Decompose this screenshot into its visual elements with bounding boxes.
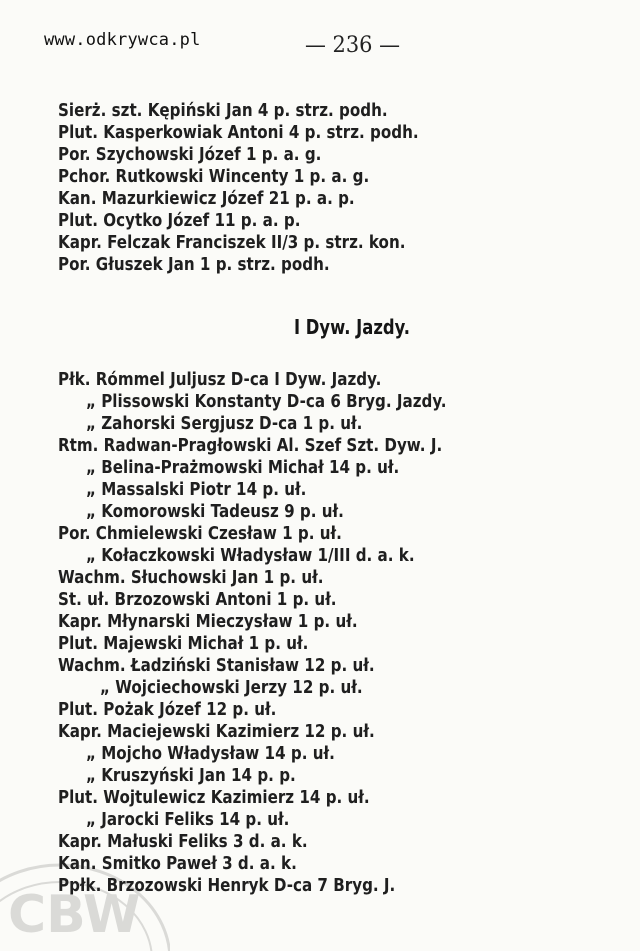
list-item: Kapr. Maciejewski Kazimierz 12 p. uł. bbox=[58, 722, 375, 742]
list-item: „ Belina-Prażmowski Michał 14 p. uł. bbox=[86, 458, 400, 478]
list-item: „ Zahorski Sergjusz D-ca 1 p. uł. bbox=[86, 414, 363, 434]
list-item: „ Kołaczkowski Władysław 1/III d. a. k. bbox=[86, 546, 415, 566]
list-item: „ Kruszyński Jan 14 p. p. bbox=[86, 766, 296, 786]
list-item: Plut. Kasperkowiak Antoni 4 p. strz. podh. bbox=[58, 123, 419, 143]
list-item: „ Mojcho Władysław 14 p. uł. bbox=[86, 744, 335, 764]
list-item: Sierż. szt. Kępiński Jan 4 p. strz. podh. bbox=[58, 101, 388, 121]
list-item: Wachm. Ładziński Stanisław 12 p. uł. bbox=[58, 656, 375, 676]
list-item: Por. Głuszek Jan 1 p. strz. podh. bbox=[58, 255, 330, 275]
page-number: — 236 — bbox=[305, 33, 400, 58]
list-item: „ Wojciechowski Jerzy 12 p. uł. bbox=[100, 678, 363, 698]
list-item: „ Plissowski Konstanty D-ca 6 Bryg. Jazdy. bbox=[86, 392, 447, 412]
list-item: Plut. Wojtulewicz Kazimierz 14 p. uł. bbox=[58, 788, 370, 808]
list-item: Pchor. Rutkowski Wincenty 1 p. a. g. bbox=[58, 167, 370, 187]
list-item: „ Massalski Piotr 14 p. uł. bbox=[86, 480, 307, 500]
list-item: Plut. Pożak Józef 12 p. uł. bbox=[58, 700, 277, 720]
list-item: Plut. Ocytko Józef 11 p. a. p. bbox=[58, 211, 301, 231]
list-item: Wachm. Słuchowski Jan 1 p. uł. bbox=[58, 568, 324, 588]
list-item: „ Komorowski Tadeusz 9 p. uł. bbox=[86, 502, 344, 522]
list-item: Płk. Rómmel Juljusz D-ca I Dyw. Jazdy. bbox=[58, 370, 382, 390]
list-item: Kan. Smitko Paweł 3 d. a. k. bbox=[58, 854, 297, 874]
list-item: Rtm. Radwan-Pragłowski Al. Szef Szt. Dyw. J. bbox=[58, 436, 443, 456]
list-item: Kapr. Felczak Franciszek II/3 p. strz. kon. bbox=[58, 233, 406, 253]
list-item: St. uł. Brzozowski Antoni 1 p. uł. bbox=[58, 590, 337, 610]
section-heading: I Dyw. Jazdy. bbox=[294, 315, 411, 339]
list-item: Por. Chmielewski Czesław 1 p. uł. bbox=[58, 524, 342, 544]
list-item: „ Jarocki Feliks 14 p. uł. bbox=[86, 810, 290, 830]
list-item: Kapr. Małuski Feliks 3 d. a. k. bbox=[58, 832, 308, 852]
site-watermark: www.odkrywca.pl bbox=[44, 30, 201, 50]
list-item: Por. Szychowski Józef 1 p. a. g. bbox=[58, 145, 322, 165]
list-item: Kapr. Młynarski Mieczysław 1 p. uł. bbox=[58, 612, 358, 632]
stamp-text: CBW bbox=[8, 885, 141, 945]
list-item: Ppłk. Brzozowski Henryk D-ca 7 Bryg. J. bbox=[58, 876, 396, 896]
list-item: Kan. Mazurkiewicz Józef 21 p. a. p. bbox=[58, 189, 355, 209]
list-item: Plut. Majewski Michał 1 p. uł. bbox=[58, 634, 309, 654]
